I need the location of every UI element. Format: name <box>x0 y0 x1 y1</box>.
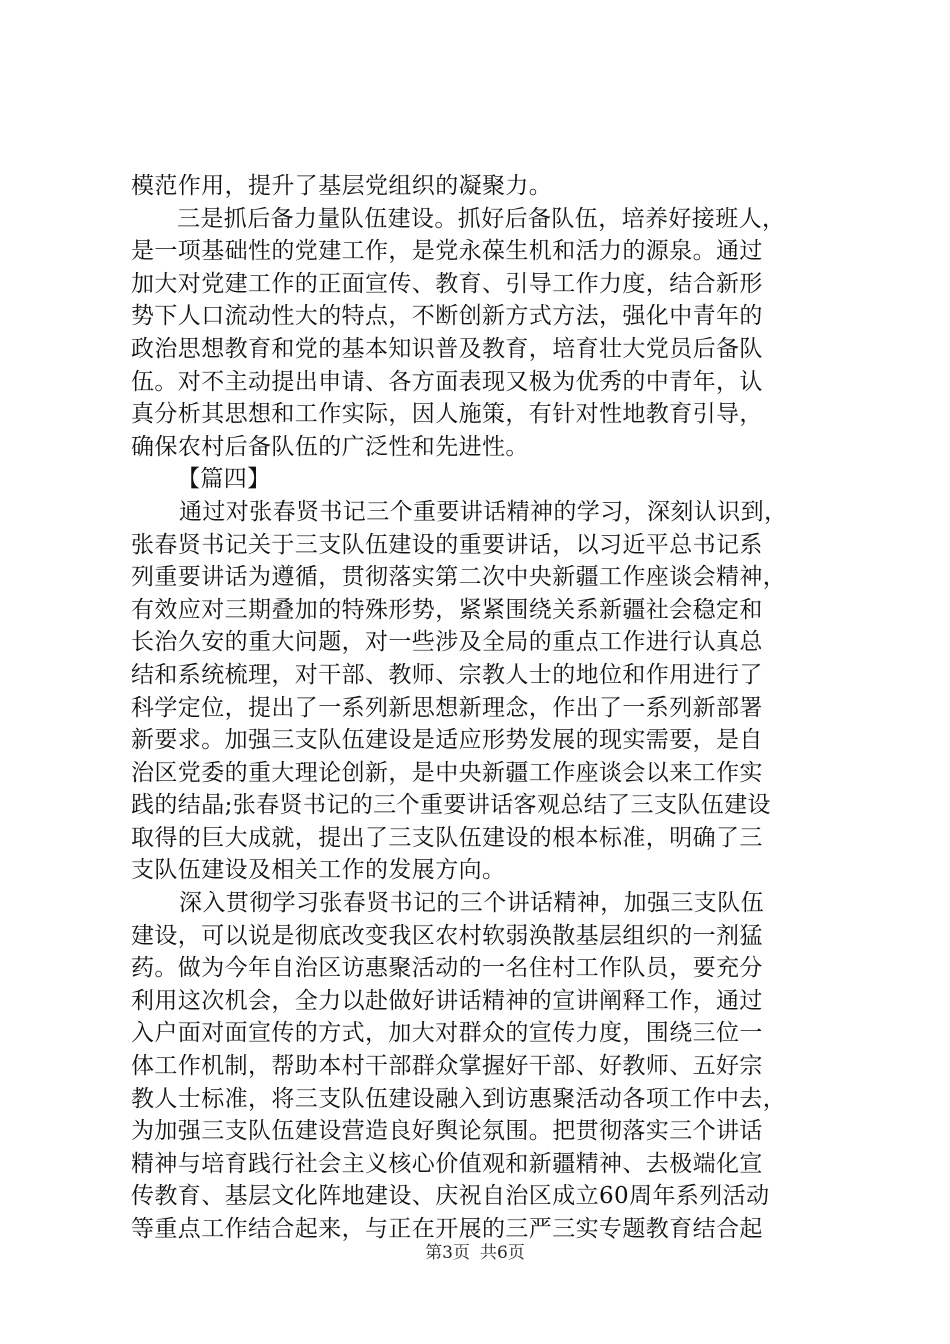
text-line: 教人士标准，将三支队伍建设融入到访惠聚活动各项工作中去， <box>131 1085 787 1112</box>
section-heading: 【篇四】 <box>177 466 271 493</box>
text-line: 结和系统梳理，对干部、教师、宗教人士的地位和作用进行了 <box>131 661 763 688</box>
text-line: 长治久安的重大问题，对一些涉及全局的重点工作进行认真总 <box>131 629 763 656</box>
text-line: 取得的巨大成就，提出了三支队伍建设的根本标准，明确了三 <box>131 824 763 851</box>
text-line: 张春贤书记关于三支队伍建设的重要讲话，以习近平总书记系 <box>131 531 763 558</box>
text-line: 确保农村后备队伍的广泛性和先进性。 <box>131 433 529 460</box>
text-line: 列重要讲话为遵循，贯彻落实第二次中央新疆工作座谈会精神， <box>131 564 787 591</box>
text-line: 入户面对面宣传的方式，加大对群众的宣传力度，围绕三位一 <box>131 1020 763 1047</box>
text-line: 伍。对不主动提出申请、各方面表现又极为优秀的中青年，认 <box>131 368 763 395</box>
text-line: 是一项基础性的党建工作，是党永葆生机和活力的源泉。通过 <box>131 238 763 265</box>
text-line: 政治思想教育和党的基本知识普及教育，培育壮大党员后备队 <box>131 335 763 362</box>
text-line: 三是抓后备力量队伍建设。抓好后备队伍，培养好接班人， <box>177 205 786 232</box>
text-line: 新要求。加强三支队伍建设是适应形势发展的现实需要，是自 <box>131 727 763 754</box>
text-line: 模范作用，提升了基层党组织的凝聚力。 <box>131 173 553 199</box>
text-line: 有效应对三期叠加的特殊形势，紧紧围绕关系新疆社会稳定和 <box>131 596 763 623</box>
text-line: 为加强三支队伍建设营造良好舆论氛围。把贯彻落实三个讲话 <box>131 1118 763 1145</box>
text-line: 传教育、基层文化阵地建设、庆祝自治区成立60周年系列活动 <box>131 1183 770 1210</box>
text-line: 治区党委的重大理论创新，是中央新疆工作座谈会以来工作实 <box>131 759 763 786</box>
text-line: 通过对张春贤书记三个重要讲话精神的学习，深刻认识到， <box>179 498 788 525</box>
text-line: 加大对党建工作的正面宣传、教育、引导工作力度，结合新形 <box>131 270 763 297</box>
text-line: 体工作机制，帮助本村干部群众掌握好干部、好教师、五好宗 <box>131 1053 763 1080</box>
text-line: 精神与培育践行社会主义核心价值观和新疆精神、去极端化宣 <box>131 1150 763 1177</box>
page-footer <box>0 1242 950 1264</box>
text-line: 药。做为今年自治区访惠聚活动的一名住村工作队员，要充分 <box>131 955 763 982</box>
text-line: 践的结晶;张春贤书记的三个重要讲话客观总结了三支队伍建设 <box>131 792 771 819</box>
text-line: 等重点工作结合起来，与正在开展的三严三实专题教育结合起 <box>131 1216 763 1242</box>
text-line: 支队伍建设及相关工作的发展方向。 <box>131 857 506 884</box>
text-line: 深入贯彻学习张春贤书记的三个讲话精神，加强三支队伍 <box>179 890 764 917</box>
text-line: 科学定位，提出了一系列新思想新理念，作出了一系列新部署 <box>131 694 763 721</box>
page-number: 第3页 <box>425 1243 470 1263</box>
text-line: 势下人口流动性大的特点，不断创新方式方法，强化中青年的 <box>131 303 763 330</box>
text-line: 真分析其思想和工作实际，因人施策，有针对性地教育引导， <box>131 401 763 428</box>
body-text <box>131 170 831 1246</box>
text-line: 利用这次机会，全力以赴做好讲话精神的宣讲阐释工作，通过 <box>131 987 763 1014</box>
page-total: 共6页 <box>480 1243 525 1263</box>
text-line: 建设，可以说是彻底改变我区农村软弱涣散基层组织的一剂猛 <box>131 922 763 949</box>
